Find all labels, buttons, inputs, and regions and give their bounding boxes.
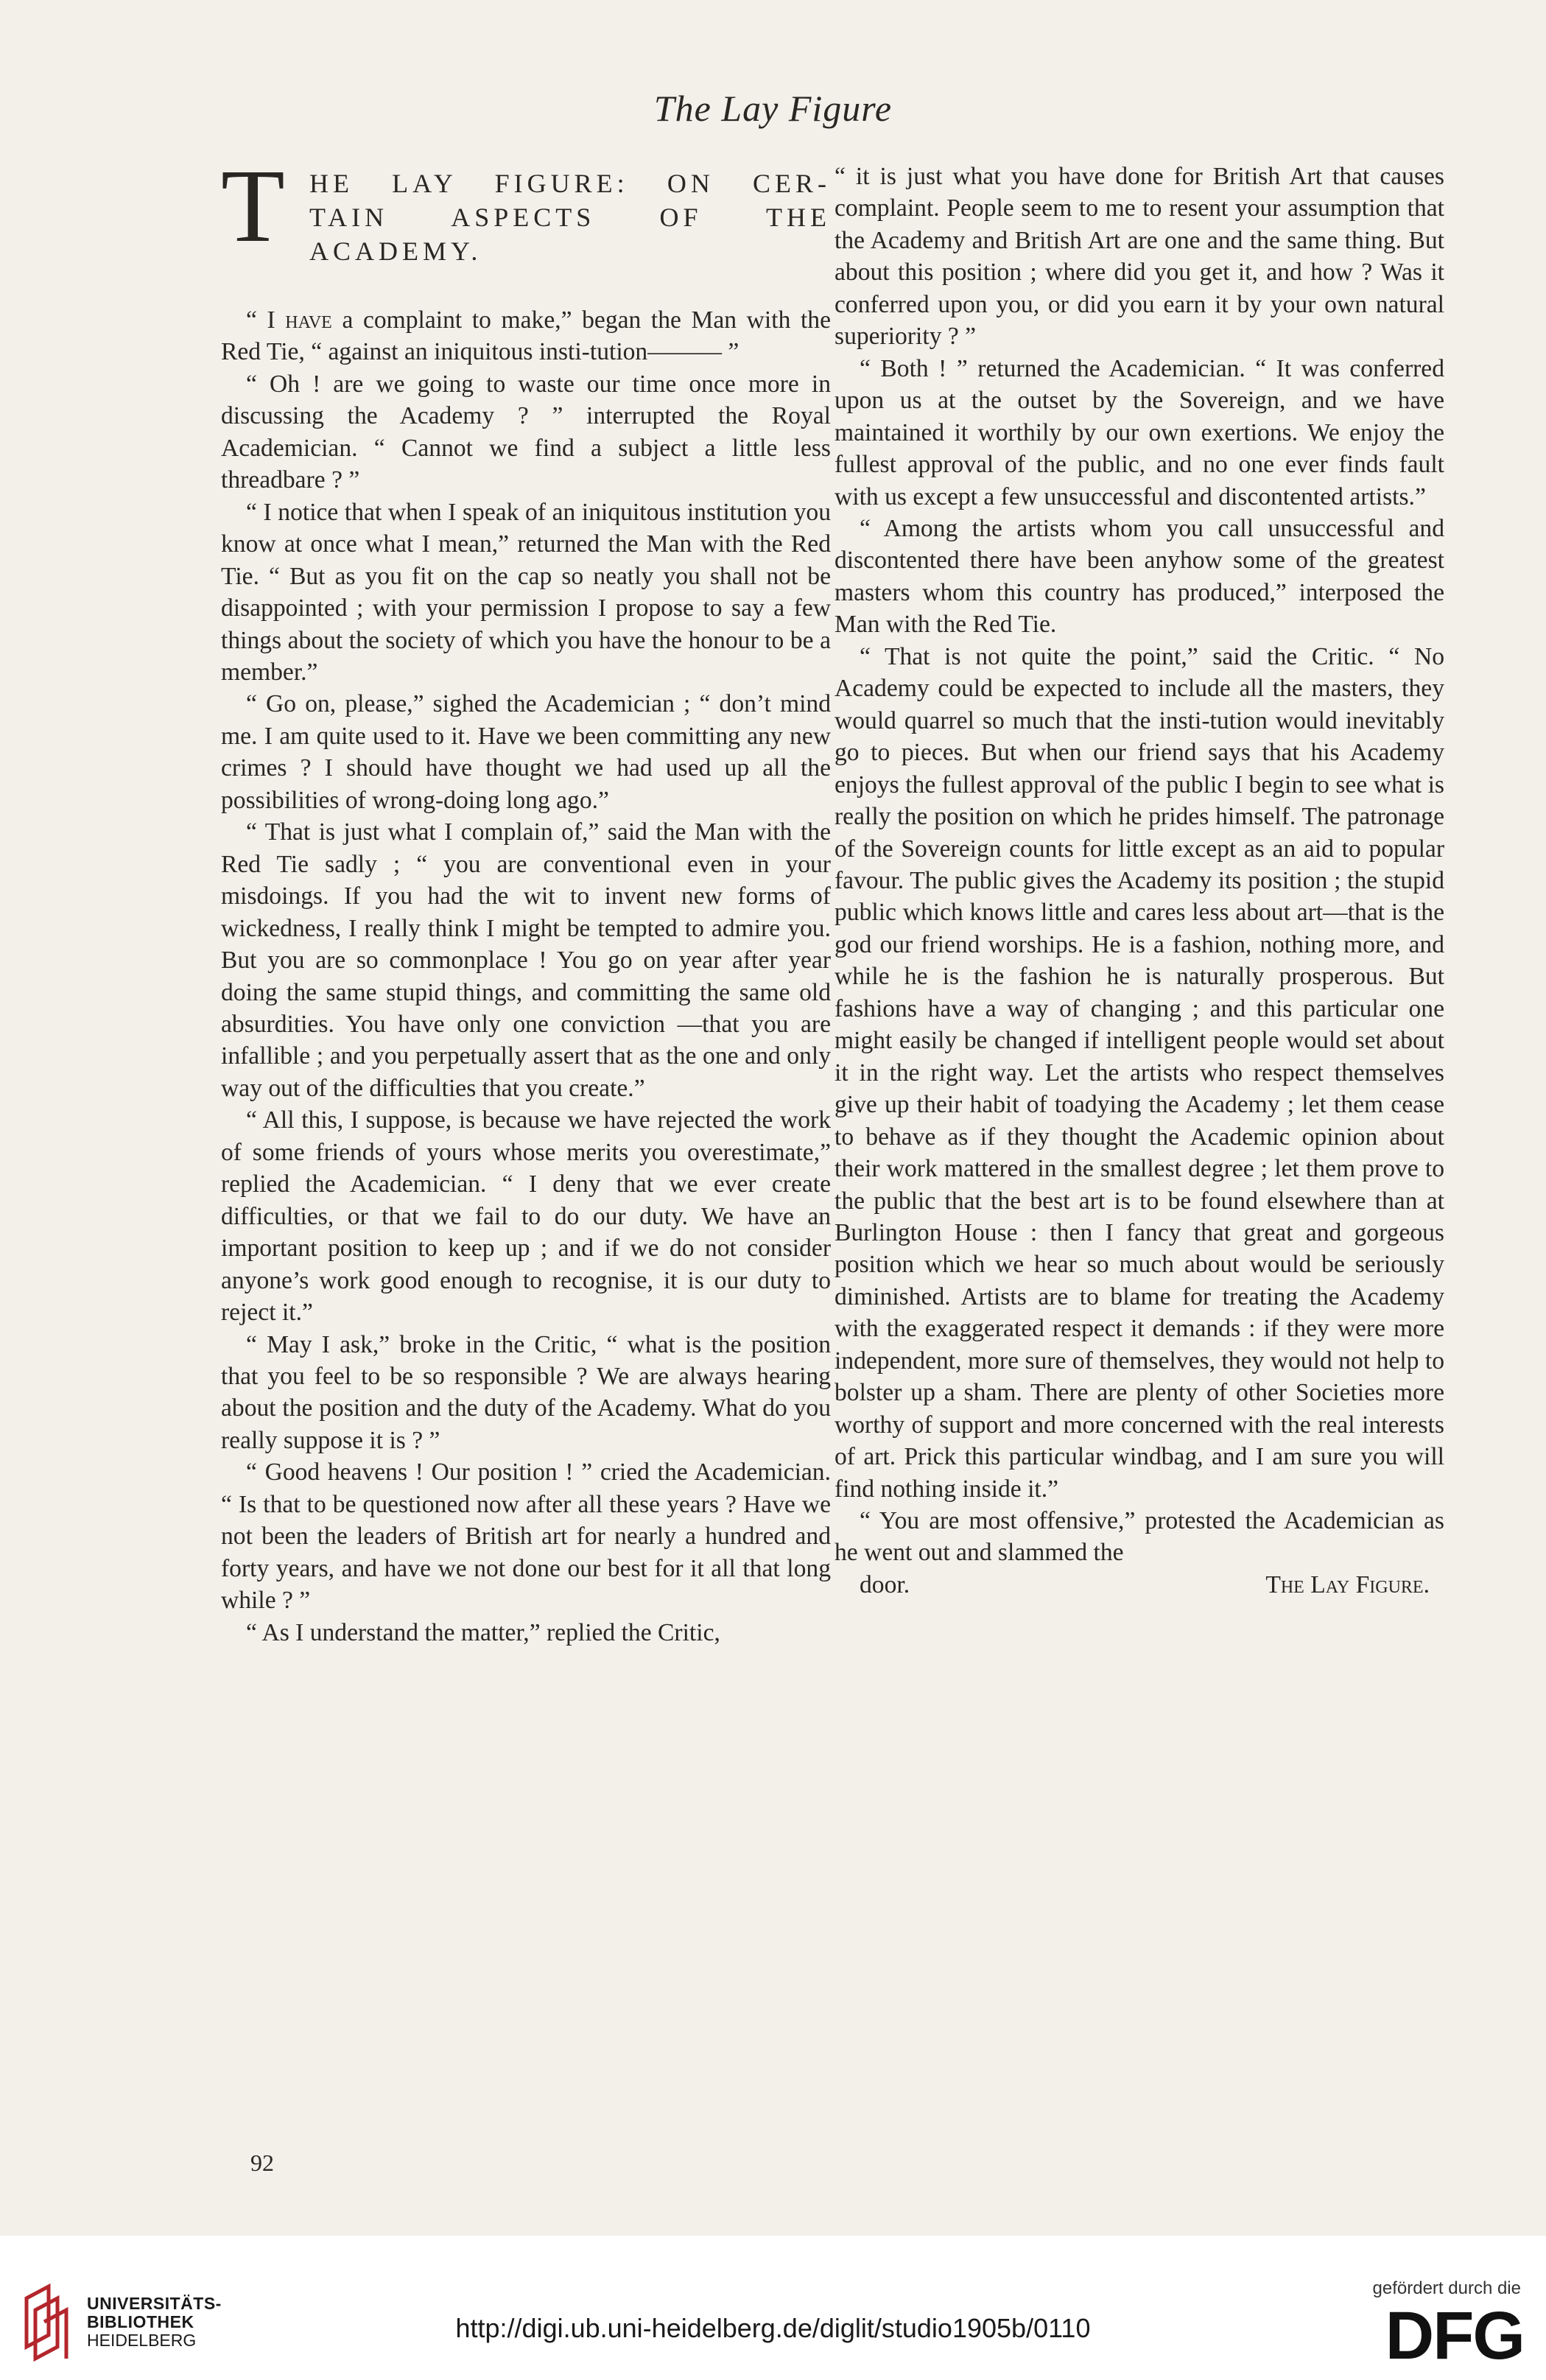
paragraph: “ Go on, please,” sighed the Academician ; “ don’t mind me. I am quite used to it. Have we been committing any new crimes ? I should have thought we had used up all the possibilities of wrong-doing long ago.” [221, 690, 831, 814]
dfg-logo: DFG [1385, 2298, 1524, 2373]
library-line: UNIVERSITÄTS- [87, 2294, 222, 2313]
paragraph: “ That is just what I complain of,” said the Man with the Red Tie sadly ; “ you are conventional even in your misdoings. If you had the wit to invent new forms of wickedness, I really think I might be tempted to admire you. But you are so commonplace ! You go on year after year doing the same stupid things, and committing the same old absurdities. You have only one conviction —that you are infallible ; and you perpetually assert that as the one and only way out of the difficulties that you create.” [221, 818, 831, 1102]
article-title [221, 147, 831, 294]
left-paragraphs [221, 304, 831, 1649]
title-lines [309, 166, 831, 268]
paragraph: “ I have a complaint to make,” began the Man with the Red Tie, “ against an iniquitous insti-tution——— ” [221, 306, 831, 366]
paragraph: “ May I ask,” broke in the Critic, “ what is the position that you feel to be so responsible ? We are always hearing about the position and the duty of the Academy. What do you really suppose it is ? ” [221, 1330, 831, 1454]
library-line: HEIDELBERG [87, 2331, 197, 2350]
paragraph: “ As I understand the matter,” replied the Critic, [246, 1618, 720, 1646]
signature: The Lay Figure. [1265, 1570, 1430, 1598]
right-column [835, 161, 1444, 1601]
digitization-footer [0, 2236, 1546, 2380]
paragraph: “ Oh ! are we going to waste our time once more in discussing the Academy ? ” interrupted the Royal Academician. “ Cannot we find a subject a little less threadbare ? ” [221, 370, 831, 494]
paragraph: “ I notice that when I speak of an iniquitous institution you know at once what I mean,” returned the Man with the Red Tie. “ But as you fit on the cap so neatly you shall not be disappointed ; with your permission I propose to say a few things about the society of which you have the honour to be a member.” [221, 498, 831, 686]
title-line: TAIN ASPECTS OF THE [309, 203, 831, 232]
funding-label: gefördert durch die [1372, 2278, 1521, 2298]
running-head: The Lay Figure [653, 88, 893, 129]
title-line: ACADEMY. [309, 236, 482, 266]
paragraph: “ You are most offensive,” protested the Academician as he went out and slammed the [835, 1507, 1444, 1567]
paragraph: “ it is just what you have done for British Art that causes complaint. People seem to me to resent your assumption that the Academy and British Art are one and the same thing. But about this position ; where did you get it, and how ? Was it conferred upon you, or did you earn it by your own natural superiority ? ” [835, 163, 1444, 351]
paragraph: “ Among the artists whom you call unsuccessful and discontented there have been anyhow some of the greatest masters whom this country has produced,” interposed the Man with the Red Tie. [835, 514, 1444, 639]
paragraph: “ Good heavens ! Our position ! ” cried the Academician. “ Is that to be questioned now after all these years ? Have we not been the leaders of British art for nearly a hundred and forty years, and have we not done our best for it all that long while ? ” [221, 1458, 831, 1615]
right-paragraphs [835, 161, 1444, 1601]
closing-word: door. [860, 1570, 910, 1598]
paragraph: “ All this, I suppose, is because we have rejected the work of some friends of yours whose merits you overestimate,” replied the Academician. “ I deny that we ever create difficulties, or that we fail to do our duty. We have an important position to keep up ; and if we do not consider anyone’s work good enough to recognise, it is our duty to reject it.” [221, 1106, 831, 1327]
left-column [221, 147, 831, 1649]
paragraph: “ That is not quite the point,” said the Critic. “ No Academy could be expected to include all the masters, they would quarrel so much that the insti-tution would inevitably go to pieces. But when our friend says that his Academy enjoys the fullest approval of the public I begin to see what is really the position on which he prides himself. The patronage of the Sovereign counts for little except as an aid to popular favour. The public gives the Academy its position ; the stupid public which knows little and cares less about art—that is the god our friend worships. He is a fashion, nothing more, and while he is the fashion he is naturally prosperous. But fashions have a way of changing ; and this particular one might easily be changed if intelligent people would set about it in the right way. Let the artists who respect themselves give up their habit of toadying the Academy ; let them cease to behave as if they thought the Academic opinion about their work mattered in the smallest degree ; let them prove to the public that the best art is to be found elsewhere than at Burlington House : then I fancy that great and gorgeous position which we hear so much about would be seriously diminished. Artists are to blame for treating the Academy with the exaggerated respect it demands : if they were more independent, more sure of themselves, they would not help to bolster up a sham. There are plenty of other Societies more worthy of support and more concerned with the real interests of art. Prick this particular windbag, and I am sure you will find nothing inside it.” [835, 642, 1444, 1503]
title-line: HE LAY FIGURE: ON CER- [309, 169, 831, 198]
small-caps-lead: I have [267, 306, 332, 334]
paragraph: “ Both ! ” returned the Academician. “ It was conferred upon us at the outset by the Sovereign, and we have maintained it worthily by our own exertions. We enjoy the fullest approval of the public, and no one ever finds fault with us except a few unsuccessful and discontented artists.” [835, 354, 1444, 510]
paragraph [835, 1569, 1444, 1601]
library-line: BIBLIOTHEK [87, 2312, 194, 2331]
source-url-link[interactable]: http://digi.ub.uni-heidelberg.de/diglit/studio1905b/0110 [455, 2313, 1091, 2343]
drop-cap: T [221, 147, 285, 264]
page-number: 92 [250, 2149, 274, 2176]
